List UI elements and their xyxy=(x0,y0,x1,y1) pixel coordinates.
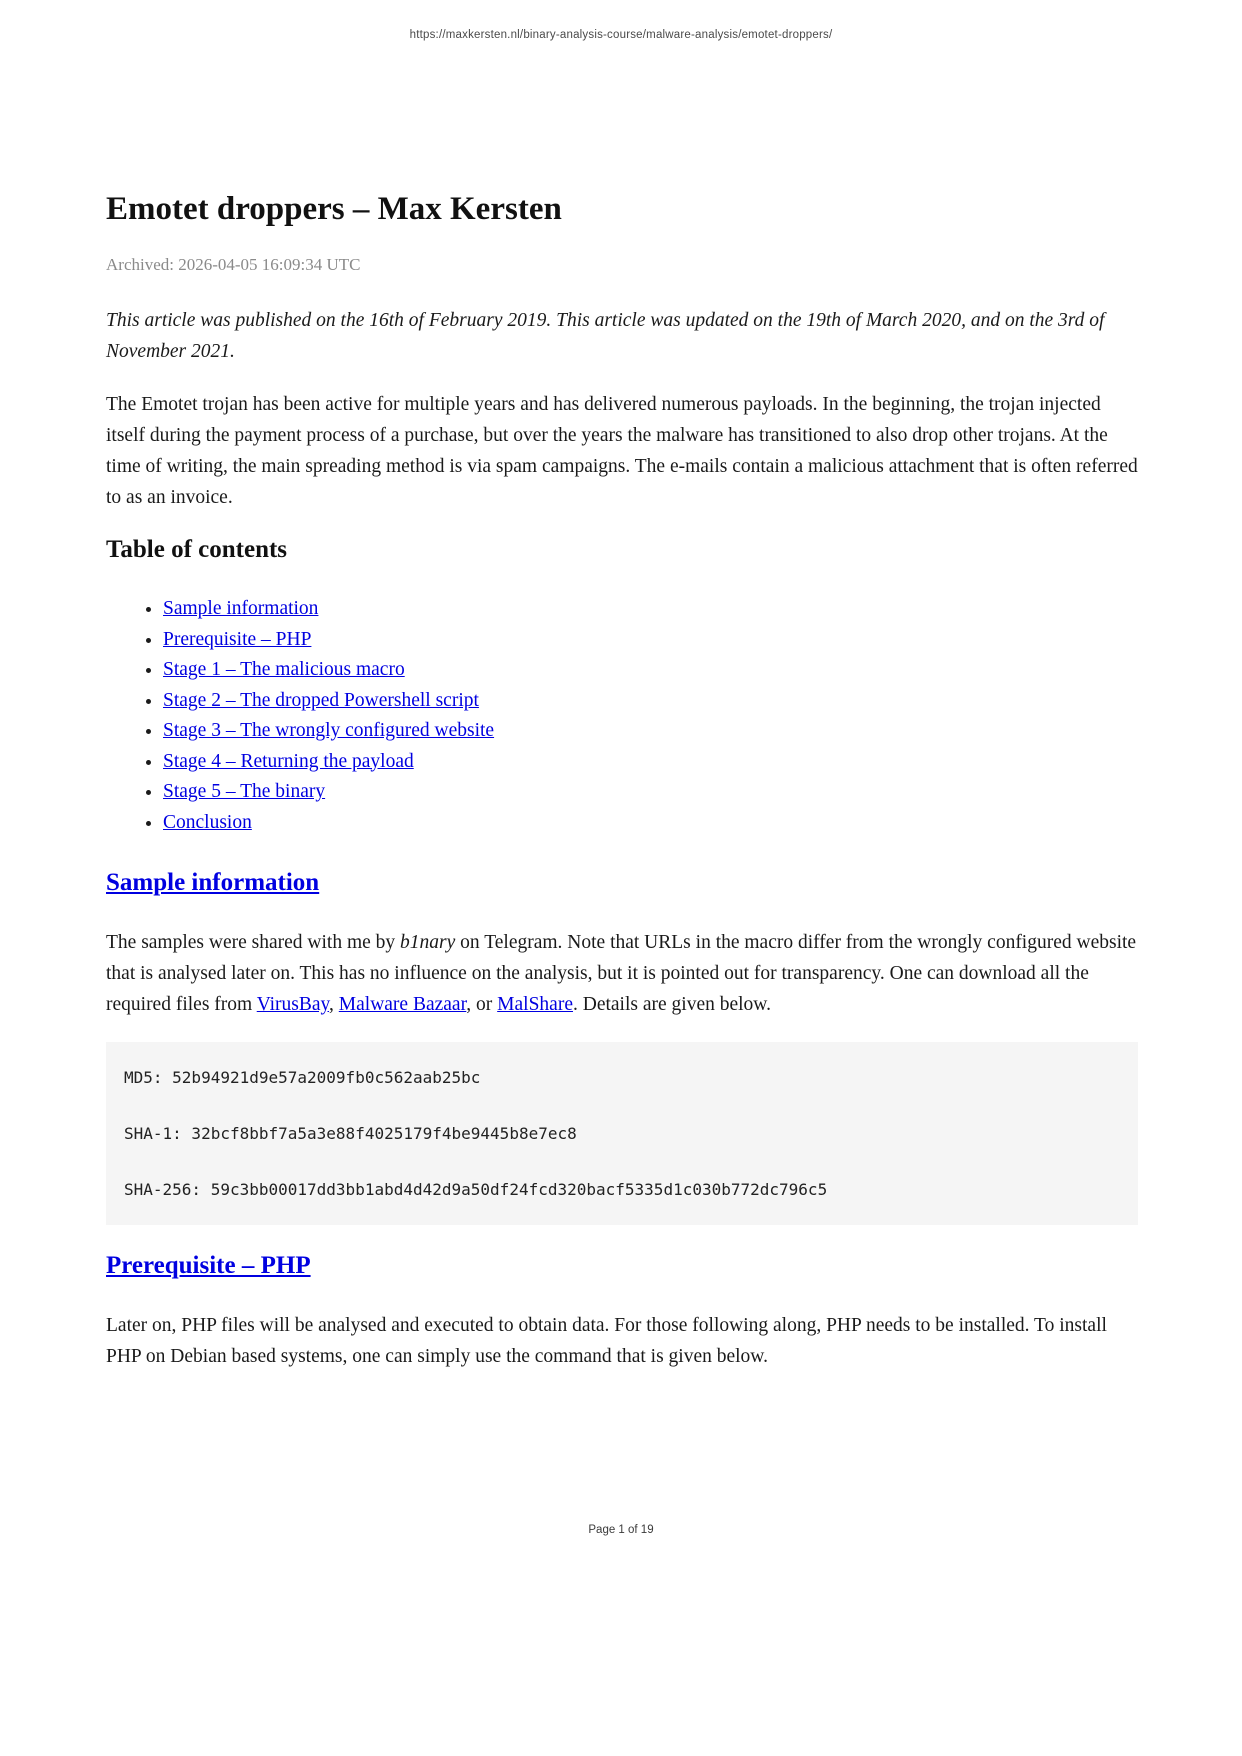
hash-code-block xyxy=(106,1042,1138,1225)
malware-bazaar-link[interactable]: Malware Bazaar xyxy=(338,994,467,1015)
intro-paragraph: The Emotet trojan has been active for multiple years and has delivered numerous payloads. In the beginning, the trojan injected itself during the payment process of a purchase, but over the years the malware has transitioned to also drop other trojans. At the time of writing, the main spreading method is via spam campaigns. The e-mails contain a malicious attachment that is often referred to as an invoice. xyxy=(106,394,1138,508)
sample-text-1: The samples were shared with me by xyxy=(106,932,401,953)
sample-sep-2: , or xyxy=(466,994,498,1015)
toc-link-stage-2[interactable]: Stage 2 – The dropped Powershell script xyxy=(163,689,479,711)
toc-item xyxy=(163,716,1138,747)
section-heading-prerequisite-php xyxy=(106,1251,1138,1280)
sample-sep-1: , xyxy=(329,994,339,1015)
sample-text-end: . Details are given below. xyxy=(572,994,771,1015)
toc-heading: Table of contents xyxy=(106,536,288,563)
toc-link-stage-4[interactable]: Stage 4 – Returning the payload xyxy=(163,750,414,772)
toc-link-conclusion[interactable]: Conclusion xyxy=(163,811,252,833)
publish-note: This article was published on the 16th of February 2019. This article was updated on the 19th of March 2020, and on the 3rd of November 2021. xyxy=(106,310,1105,362)
toc-item xyxy=(163,686,1138,717)
toc-item xyxy=(163,655,1138,686)
toc-item xyxy=(163,777,1138,808)
sample-text-2: on Telegram. Note that URLs in the macro differ from the wrongly configured website that is analysed later on. This has no influence on the analysis, but it is pointed out for transparency. One can download all the required files from xyxy=(106,932,1137,1015)
page-header-url: https://maxkersten.nl/binary-analysis-course/malware-analysis/emotet-droppers/ xyxy=(409,29,833,41)
sample-paragraph xyxy=(106,927,1138,1020)
toc-item xyxy=(163,625,1138,656)
prerequisite-php-heading-link[interactable]: Prerequisite – PHP xyxy=(106,1252,311,1279)
toc-link-stage-3[interactable]: Stage 3 – The wrongly configured website xyxy=(163,720,495,741)
toc-item xyxy=(163,594,1138,625)
b1nary-name: b1nary xyxy=(400,932,456,953)
toc-item xyxy=(163,808,1138,839)
md5-hash-line: MD5: 52b94921d9e57a2009fb0c562aab25bc xyxy=(124,1068,481,1087)
toc-link-sample-information[interactable]: Sample information xyxy=(163,598,319,619)
sha1-hash-line: SHA-1: 32bcf8bbf7a5a3e88f4025179f4be9445b8e7ec8 xyxy=(124,1124,577,1143)
page-number-footer: Page 1 of 19 xyxy=(588,1524,654,1536)
sample-information-heading-link[interactable]: Sample information xyxy=(106,869,320,896)
toc-link-stage-5[interactable]: Stage 5 – The binary xyxy=(163,781,326,802)
prerequisite-paragraph: Later on, PHP files will be analysed and executed to obtain data. For those following along, PHP needs to be installed. To install PHP on Debian based systems, one can simply use the command that is given below. xyxy=(106,1315,1107,1367)
malshare-link[interactable]: MalShare xyxy=(497,994,573,1015)
archived-timestamp: Archived: 2026-04-05 16:09:34 UTC xyxy=(106,255,361,274)
toc-link-prerequisite-php[interactable]: Prerequisite – PHP xyxy=(163,628,312,650)
sha256-hash-line: SHA-256: 59c3bb00017dd3bb1abd4d42d9a50df24fcd320bacf5335d1c030b772dc796c5 xyxy=(124,1180,828,1199)
toc-item xyxy=(163,747,1138,778)
article-content xyxy=(106,190,1138,1394)
toc-link-stage-1[interactable]: Stage 1 – The malicious macro xyxy=(163,659,405,680)
toc-list xyxy=(106,594,1138,838)
section-heading-sample-information xyxy=(106,868,1138,897)
article-title: Emotet droppers – Max Kersten xyxy=(106,191,562,227)
virusbay-link[interactable]: VirusBay xyxy=(256,994,330,1015)
